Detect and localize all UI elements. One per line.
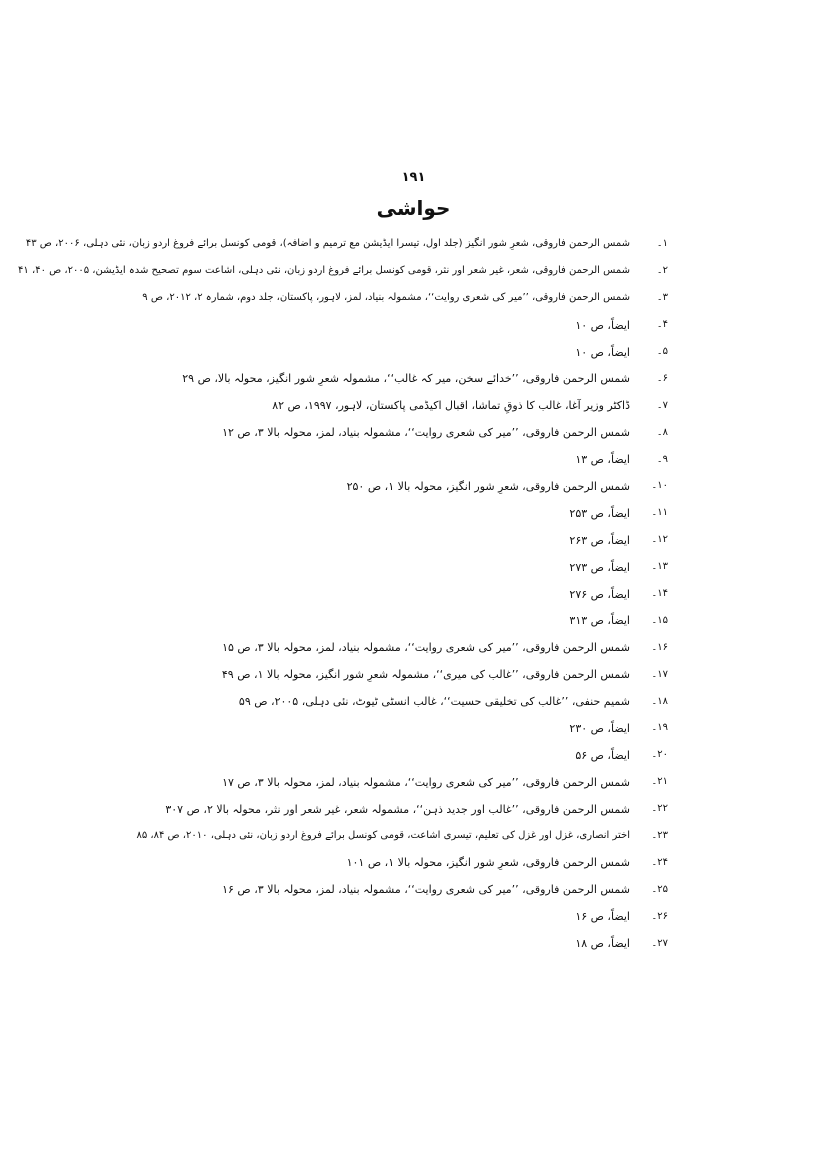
note-item <box>160 527 668 554</box>
note-item <box>160 688 668 715</box>
note-number: ۱۵۔ <box>651 614 668 626</box>
page-heading: حواشی <box>376 196 451 220</box>
note-number: ۱۱۔ <box>651 507 668 519</box>
note-item <box>160 849 668 876</box>
note-item <box>160 661 668 688</box>
note-number: ۲۶۔ <box>651 910 668 922</box>
note-text: شمس الرحمن فاروقی، ’’میر کی شعری روایت‘‘، مشمولہ بنیاد، لمز، محولہ بالا ۳، ص ۱۷ <box>222 775 630 789</box>
note-number: ۷۔ <box>656 399 668 411</box>
note-item <box>160 419 668 446</box>
note-number: ۹۔ <box>656 453 668 465</box>
note-number: ۲۳۔ <box>651 830 668 842</box>
notes-list <box>18 231 668 957</box>
note-text: ایضاً، ص ۱۳ <box>575 453 630 467</box>
note-number: ۱۰۔ <box>651 480 668 492</box>
note-number: ۶۔ <box>656 372 668 384</box>
note-item <box>160 312 668 339</box>
note-text: ایضاً، ص ۱۸ <box>575 937 630 951</box>
note-text: شمس الرحمن فاروقی، ’’میر کی شعری روایت‘‘، مشمولہ بنیاد، لمز، محولہ بالا ۳، ص ۱۵ <box>222 641 630 655</box>
note-item <box>160 607 668 634</box>
note-number: ۸۔ <box>656 426 668 438</box>
note-text: ایضاً، ص ۱۰ <box>575 318 630 332</box>
note-text: شمیم حنفی، ’’غالب کی تخلیقی حسیت‘‘، غالب انسٹی ٹیوٹ، نئی دہلی، ۲۰۰۵، ص ۵۹ <box>238 695 630 709</box>
note-text: ایضاً، ص ۱۶ <box>575 910 630 924</box>
note-item <box>160 365 668 392</box>
note-number: ۵۔ <box>656 346 668 357</box>
note-text: شمس الرحمن فاروقی، شعرِ شور انگیز، محولہ بالا ۱، ص ۱۰۱ <box>346 856 630 870</box>
note-text: ایضاً، ص ۱۰ <box>575 345 630 359</box>
note-item <box>160 446 668 473</box>
note-item <box>18 258 668 285</box>
note-item <box>160 796 668 823</box>
note-text: شمس الرحمن فاروقی، ’’میر کی شعری روایت‘‘، مشمولہ بنیاد، لمز، محولہ بالا ۳، ص ۱۶ <box>222 883 630 897</box>
note-number: ۱۷۔ <box>651 668 668 680</box>
note-item <box>160 339 668 366</box>
note-item <box>142 285 668 312</box>
note-text: ایضاً، ص ۲۶۳ <box>569 533 630 547</box>
note-item <box>160 876 668 903</box>
note-text: اختر انصاری، غزل اور غزل کی تعلیم، تیسری اشاعت، قومی کونسل برائے فروغ اردو زبان، نئی دہلی، ۲۰۱۰، ص ۸۴، ۸۵ <box>136 830 630 842</box>
note-number: ۱۳۔ <box>651 561 668 573</box>
note-item <box>160 634 668 661</box>
note-item <box>136 823 668 850</box>
note-item <box>160 769 668 796</box>
note-number: ۲۲۔ <box>651 803 668 815</box>
page-number: ۱۹۱ <box>401 170 426 185</box>
note-number: ۲۔ <box>656 265 668 277</box>
note-text: شمس الرحمن فاروقی، شعر، غیر شعر اور نثر، قومی کونسل برائے فروغ اردو زبان، نئی دہلی، اشاعت سوم تصحیح شدہ ایڈیشن، ۲۰۰۵، ص ۴۰، ۴۱ <box>18 265 630 277</box>
note-text: ایضاً، ص ۳۱۳ <box>569 614 630 628</box>
note-number: ۲۰۔ <box>651 749 668 761</box>
note-item <box>160 392 668 419</box>
note-number: ۲۷۔ <box>651 937 668 949</box>
note-item <box>160 903 668 930</box>
note-text: شمس الرحمن فاروقی، ’’غالب کی میری‘‘، مشمولہ شعرِ شور انگیز، محولہ بالا ۱، ص ۴۹ <box>221 668 630 682</box>
note-item <box>160 715 668 742</box>
note-number: ۱۲۔ <box>651 534 668 546</box>
note-text: شمس الرحمن فاروقی، ’’میر کی شعری روایت‘‘، مشمولہ بنیاد، لمز، لاہور، پاکستان، جلد دوم، شمارہ ۲، ۲۰۱۲، ص ۹ <box>142 292 630 304</box>
note-number: ۱۸۔ <box>651 695 668 707</box>
note-item <box>160 473 668 500</box>
note-number: ۱۔ <box>656 238 668 250</box>
note-text: ایضاً، ص ۲۷۳ <box>569 560 630 574</box>
note-item <box>160 500 668 527</box>
note-item <box>160 930 668 957</box>
note-number: ۳۔ <box>656 292 668 304</box>
note-item <box>25 231 668 258</box>
note-text: ڈاکٹر وزیر آغا، غالب کا ذوقِ تماشا، اقبال اکیڈمی پاکستان، لاہور، ۱۹۹۷، ص ۸۲ <box>272 399 630 413</box>
note-text: ایضاً، ص ۲۷۶ <box>569 587 630 601</box>
note-number: ۱۴۔ <box>651 588 668 600</box>
note-text: شمس الرحمن فاروقی، ’’خدائے سخن، میر کہ غالب‘‘، مشمولہ شعرِ شور انگیز، محولہ بالا، ص ۲۹ <box>182 372 630 386</box>
note-item <box>160 554 668 581</box>
note-number: ۲۴۔ <box>651 856 668 868</box>
note-text: شمس الرحمن فاروقی، ’’غالب اور جدید ذہن‘‘، مشمولہ شعر، غیر شعر اور نثر، محولہ بالا ۲، ص ۳۰۷ <box>165 802 630 816</box>
note-number: ۱۶۔ <box>651 641 668 653</box>
note-number: ۲۵۔ <box>651 883 668 895</box>
note-text: شمس الرحمن فاروقی، ’’میر کی شعری روایت‘‘، مشمولہ بنیاد، لمز، محولہ بالا ۳، ص ۱۲ <box>222 426 630 440</box>
note-number: ۱۹۔ <box>651 722 668 734</box>
note-text: شمس الرحمن فاروقی، شعرِ شور انگیز، محولہ بالا ۱، ص ۲۵۰ <box>346 479 630 493</box>
note-text: ایضاً، ص ۲۵۳ <box>569 506 630 520</box>
note-number: ۲۱۔ <box>651 776 668 788</box>
note-item <box>160 742 668 769</box>
note-text: ایضاً، ص ۵۶ <box>575 748 630 762</box>
note-text: ایضاً، ص ۲۳۰ <box>569 721 630 735</box>
note-text: شمس الرحمن فاروقی، شعرِ شور انگیز (جلد اول، تیسرا ایڈیشن مع ترمیم و اضافہ)، قومی کونسل برائے فروغ اردو زبان، نئی دہلی، ۲۰۰۶، ص ۴۳ <box>25 238 630 250</box>
note-number: ۴۔ <box>656 319 668 331</box>
note-item <box>160 581 668 608</box>
